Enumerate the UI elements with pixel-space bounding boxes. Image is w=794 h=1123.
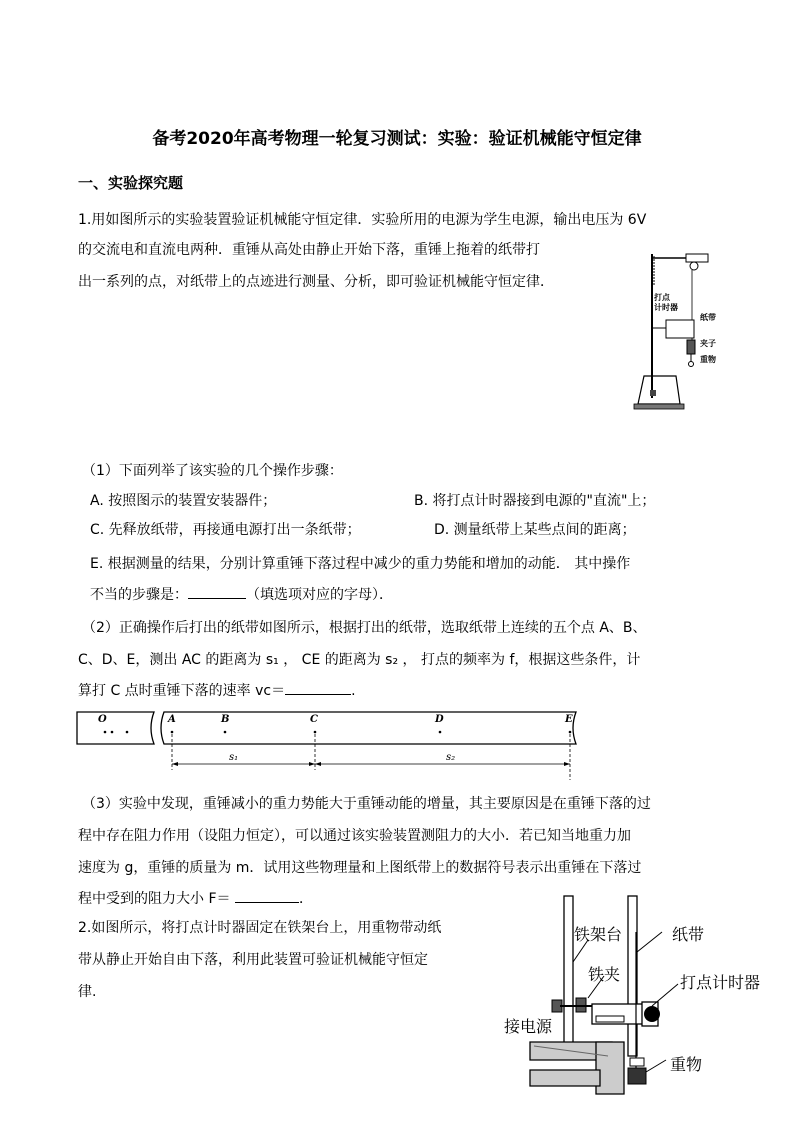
label-weight: 重物 [700,354,716,364]
label-weight2: 重物 [670,1055,703,1074]
label-timer: 打点计时器 [654,292,678,312]
tape-label-b: B [221,714,230,725]
q1-part3-line-4-post: ． [298,891,313,907]
q1-option-c: C. 先释放纸带，再接通电源打出一条纸带； [90,522,361,538]
section-heading: 一、实验探究题 [78,174,184,192]
q1-line-1: 1.用如图所示的实验装置验证机械能守恒定律．实验所用的电源为学生电源，输出电压为 6V [78,212,647,228]
q1-part1-answer-line [90,584,393,605]
answer-blank-3[interactable] [235,888,299,903]
q1-part1-answer-post: （填选项对应的字母）． [246,587,393,603]
tape-label-e: E [565,714,573,725]
q1-part2-line-3-post: . [351,683,356,699]
q2-line-1: 2.如图所示，将打点计时器固定在铁架台上，用重物带动纸 [78,920,442,936]
label-power: 接电源 [504,1017,553,1036]
q1-apparatus-figure [630,248,722,414]
label-clip: 夹子 [700,338,716,348]
q1-tape-figure [76,706,586,782]
q1-part1-answer-pre: 不当的步骤是： [90,587,188,603]
tape-label-s1: s₁ [229,752,239,763]
label-tape: 纸带 [700,312,716,322]
q1-part3-line-4-pre: 程中受到的阻力大小 F＝ [78,891,235,907]
answer-blank-2[interactable] [285,680,351,695]
q1-part2-line-3 [78,680,356,701]
q1-part3-line-1: （3）实验中发现，重锤减小的重力势能大于重锤动能的增量，其主要原因是在重锤下落的过 [82,796,651,812]
q1-option-e: E. 根据测量的结果，分别计算重锤下落过程中减少的重力势能和增加的动能． 其中操作 [90,556,631,572]
q1-part2-line-1: （2）正确操作后打出的纸带如图所示，根据打出的纸带，选取纸带上连续的五个点 A、B、 [82,620,647,636]
tape-label-c: C [310,714,318,725]
q2-line-3: 律. [78,984,97,1000]
label-stand: 铁架台 [574,925,623,944]
label-clip2: 铁夹 [588,965,621,984]
tape-label-a: A [168,714,176,725]
q1-option-d: D. 测量纸带上某些点间的距离； [434,522,636,538]
q1-option-b: B. 将打点计时器接到电源的"直流"上； [414,493,656,509]
q2-line-2: 带从静止开始自由下落，利用此装置可验证机械能守恒定 [78,952,428,968]
q1-line-2: 的交流电和直流电两种．重锤从高处由静止开始下落，重锤上拖着的纸带打 [78,242,540,258]
q2-apparatus-figure [500,892,788,1096]
tape-label-o: O [98,714,107,725]
q1-part3-line-4 [78,888,313,909]
tape-label-s2: s₂ [446,752,456,763]
q1-part3-line-3: 速度为 g，重锤的质量为 m．试用这些物理量和上图纸带上的数据符号表示出重锤在下落过 [78,860,642,876]
page-title: 备考2020年高考物理一轮复习测试：实验：验证机械能守恒定律 [152,129,642,149]
q1-part3-line-2: 程中存在阻力作用（设阻力恒定），可以通过该实验装置测阻力的大小．若已知当地重力加 [78,828,631,844]
answer-blank-1[interactable] [188,584,246,599]
q1-part2-line-3-pre: 算打 C 点时重锤下落的速率 vc＝ [78,683,286,699]
q1-option-a: A. 按照图示的装置安装器件； [90,493,277,509]
q1-part1-stem: （1）下面列举了该实验的几个操作步骤： [82,463,343,479]
q1-line-3: 出一系列的点，对纸带上的点迹进行测量、分析，即可验证机械能守恒定律． [78,274,554,290]
q1-part2-line-2: C、D、E，测出 AC 的距离为 s₁ ， CE 的距离为 s₂ ， 打点的频率为 f，根据这些条件，计 [78,652,641,668]
label-tape2: 纸带 [672,925,705,944]
tape-label-d: D [435,714,444,725]
label-timer2: 打点计时器 [680,973,761,992]
